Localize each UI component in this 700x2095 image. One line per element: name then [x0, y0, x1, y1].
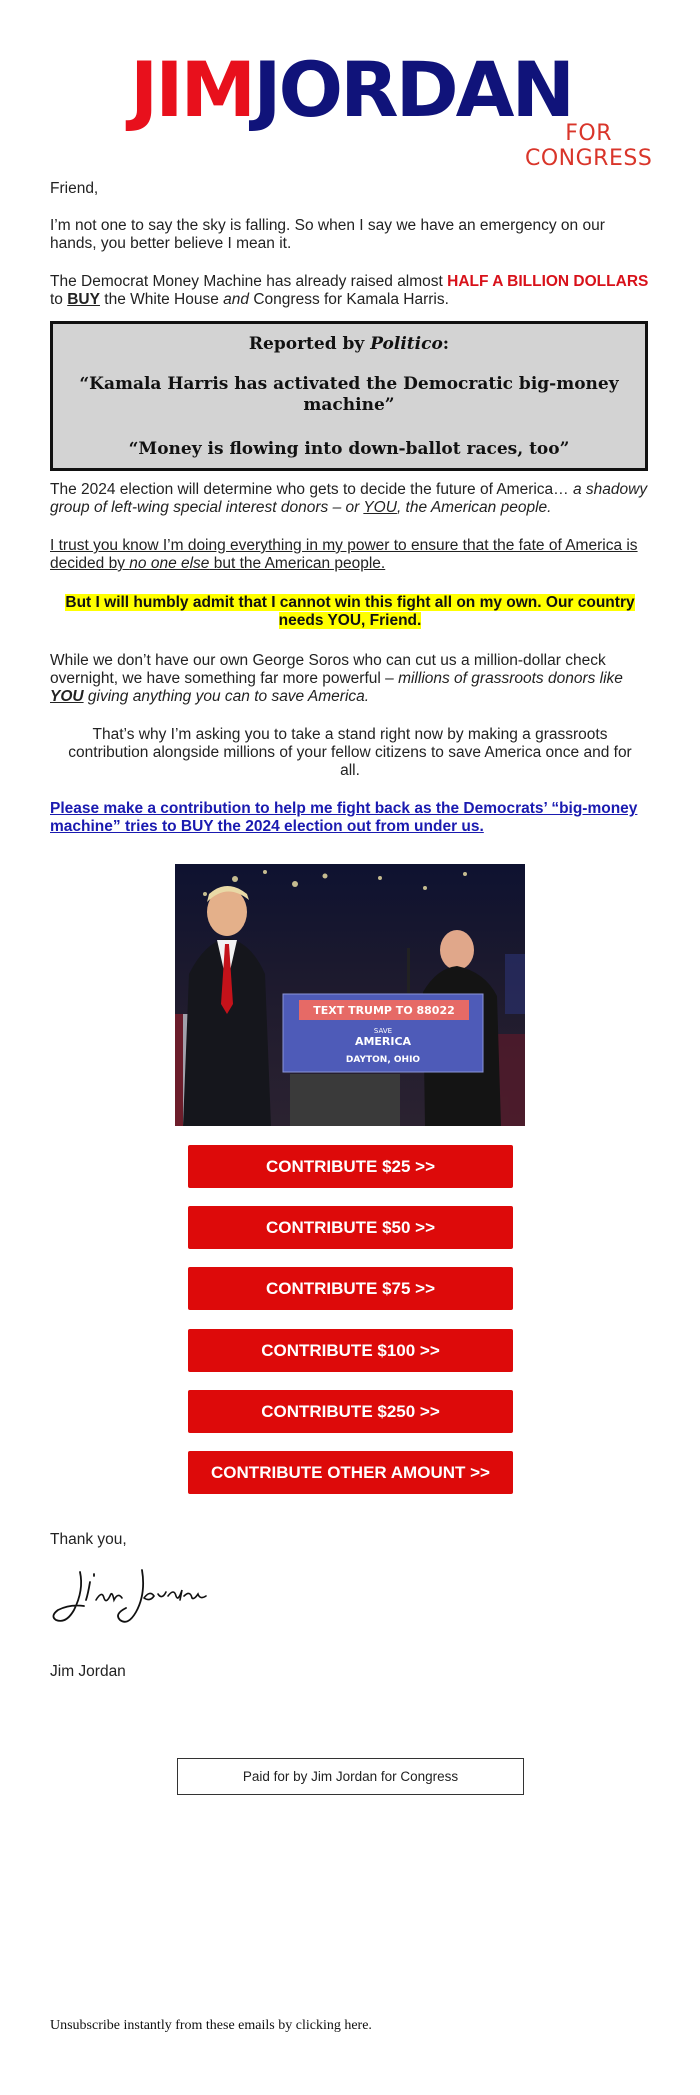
you-text: YOU: [363, 499, 397, 516]
paragraph-7: That’s why I’m asking you to take a stand right now by making a grassroots contribution alongside millions of your fellow citizens to save America once and for all.: [68, 726, 632, 779]
podium-save: SAVE: [373, 1027, 393, 1035]
contribute-100-button[interactable]: CONTRIBUTE $100 >>: [188, 1329, 513, 1372]
signature: [50, 1560, 210, 1632]
unsubscribe-link[interactable]: Unsubscribe instantly from these emails by clicking here.: [50, 2018, 372, 2033]
quote-1: “Kamala Harris has activated the Democratic big-money machine”: [79, 374, 619, 415]
logo-jim: JIM: [130, 45, 254, 134]
buy-text: BUY: [67, 291, 100, 308]
quote-source: Reported by Politico:: [248, 334, 450, 354]
podium-america: AMERICA: [354, 1035, 412, 1048]
politico-quote-box: [50, 321, 648, 471]
podium-text-top: TEXT TRUMP TO 88022: [313, 1004, 455, 1017]
paragraph-1: I’m not one to say the sky is falling. So when I say we have an emergency on our hands, you better believe I mean it.: [50, 217, 605, 252]
paragraph-2: The Democrat Money Machine has already raised almost HALF A BILLION DOLLARS to BUY the White House and Congress for Kamala Harris.: [50, 273, 649, 308]
contribute-50-button[interactable]: CONTRIBUTE $50 >>: [188, 1206, 513, 1249]
contribute-other-button[interactable]: CONTRIBUTE OTHER AMOUNT >>: [188, 1451, 513, 1494]
half-billion-text: HALF A BILLION DOLLARS: [447, 273, 649, 290]
greeting: Friend,: [50, 180, 99, 197]
you-text-2: YOU: [50, 688, 84, 705]
paragraph-4: I trust you know I’m doing everything in my power to ensure that the fate of America is decided by no one else but the American people.: [50, 537, 638, 572]
paragraph-3: The 2024 election will determine who gets to decide the future of America… a shadowy group of left-wing special interest donors – or YOU, the American people.: [50, 481, 648, 516]
quote-2: “Money is flowing into down-ballot races, too”: [128, 439, 570, 459]
paid-for-box: Paid for by Jim Jordan for Congress: [177, 1758, 524, 1795]
contribute-25-button[interactable]: CONTRIBUTE $25 >>: [188, 1145, 513, 1188]
campaign-logo: [0, 45, 700, 171]
contribution-link[interactable]: Please make a contribution to help me fight back as the Democrats’ “big-money machine” tries to BUY the 2024 election out from under us.: [50, 800, 638, 835]
logo-jordan: JORDAN: [253, 45, 573, 134]
contribute-75-button[interactable]: CONTRIBUTE $75 >>: [188, 1267, 513, 1310]
contribute-250-button[interactable]: CONTRIBUTE $250 >>: [188, 1390, 513, 1433]
podium-location: DAYTON, OHIO: [345, 1055, 421, 1065]
sender-name: Jim Jordan: [50, 1663, 126, 1680]
contribution-link-paragraph: [50, 800, 650, 836]
rally-photo: [175, 864, 525, 1126]
paragraph-6: While we don’t have our own George Soros who can cut us a million-dollar check overnight, we have something far more powerful – millions of grassroots donors like YOU giving anything you can to save America.: [50, 652, 623, 705]
thank-you: Thank you,: [50, 1531, 127, 1548]
paragraph-5-highlight: But I will humbly admit that I cannot win this fight all on my own. Our country needs YOU, Friend.: [65, 594, 635, 629]
logo-subtitle: FOR CONGRESS: [525, 121, 653, 171]
